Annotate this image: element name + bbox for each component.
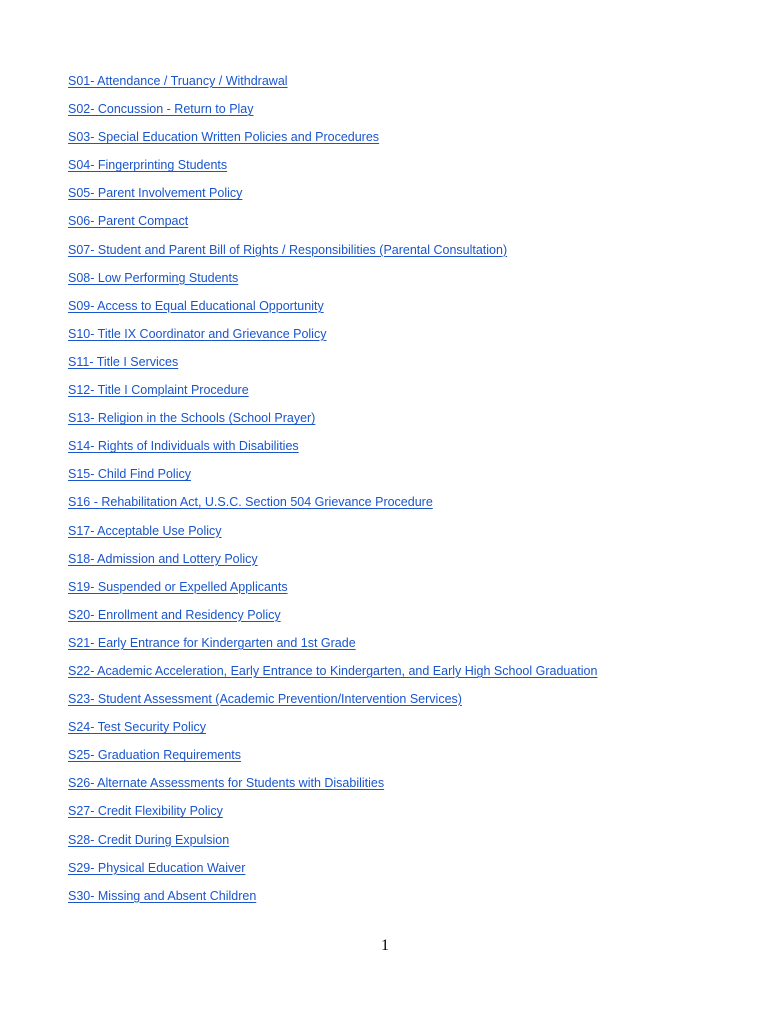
policy-link-s27[interactable]: S27- Credit Flexibility Policy — [68, 804, 223, 819]
policy-link-s20[interactable]: S20- Enrollment and Residency Policy — [68, 607, 281, 622]
policy-link-s15[interactable]: S15- Child Find Policy — [68, 467, 191, 482]
list-item — [68, 746, 708, 774]
policy-link-s11[interactable]: S11- Title I Services — [68, 354, 179, 369]
list-item — [68, 578, 708, 606]
policy-link-s08[interactable]: S08- Low Performing Students — [68, 270, 239, 285]
list-item — [68, 72, 708, 100]
list-item — [68, 718, 708, 746]
list-item — [68, 662, 708, 690]
policy-link-s18[interactable]: S18- Admission and Lottery Policy — [68, 551, 258, 566]
list-item — [68, 156, 708, 184]
policy-link-s21[interactable]: S21- Early Entrance for Kindergarten and 1st Grade — [68, 635, 356, 650]
list-item — [68, 297, 708, 325]
page-number: 1 — [381, 937, 389, 954]
list-item — [68, 325, 708, 353]
list-item — [68, 437, 708, 465]
policy-link-s29[interactable]: S29- Physical Education Waiver — [68, 860, 246, 875]
policy-link-s17[interactable]: S17- Acceptable Use Policy — [68, 523, 222, 538]
policy-link-s30[interactable]: S30- Missing and Absent Children — [68, 888, 257, 903]
list-item — [68, 606, 708, 634]
policy-link-s19[interactable]: S19- Suspended or Expelled Applicants — [68, 579, 288, 594]
policy-link-s14[interactable]: S14- Rights of Individuals with Disabilities — [68, 439, 299, 454]
policy-link-s01[interactable]: S01- Attendance / Truancy / Withdrawal — [68, 74, 288, 88]
policy-link-s25[interactable]: S25- Graduation Requirements — [68, 748, 242, 763]
list-item — [68, 100, 708, 128]
list-item — [68, 465, 708, 493]
list-item — [68, 802, 708, 830]
policy-link-s26[interactable]: S26- Alternate Assessments for Students with Disabilities — [68, 776, 385, 791]
policy-link-s07[interactable]: S07- Student and Parent Bill of Rights / Responsibilities (Parental Consultation) — [68, 242, 508, 257]
list-item — [68, 831, 708, 859]
list-item — [68, 690, 708, 718]
policy-link-s04[interactable]: S04- Fingerprinting Students — [68, 158, 228, 173]
list-item — [68, 128, 708, 156]
list-item — [68, 634, 708, 662]
policy-link-s16[interactable]: S16 - Rehabilitation Act, U.S.C. Section 504 Grievance Procedure — [68, 495, 433, 510]
policy-link-s28[interactable]: S28- Credit During Expulsion — [68, 832, 230, 847]
list-item — [68, 493, 708, 521]
policy-link-s22[interactable]: S22- Academic Acceleration, Early Entrance to Kindergarten, and Early High School Graduation — [68, 663, 598, 678]
list-item — [68, 241, 708, 269]
list-item — [68, 269, 708, 297]
list-item — [68, 859, 708, 887]
policy-link-s24[interactable]: S24- Test Security Policy — [68, 720, 207, 735]
policy-link-s13[interactable]: S13- Religion in the Schools (School Prayer) — [68, 411, 316, 426]
policy-link-s09[interactable]: S09- Access to Equal Educational Opportunity — [68, 298, 324, 313]
list-item — [68, 381, 708, 409]
list-item — [68, 774, 708, 802]
list-item — [68, 184, 708, 212]
policy-link-s05[interactable]: S05- Parent Involvement Policy — [68, 186, 243, 201]
list-item — [68, 409, 708, 437]
policy-link-s02[interactable]: S02- Concussion - Return to Play — [68, 102, 254, 117]
policy-link-s03[interactable]: S03- Special Education Written Policies and Procedures — [68, 130, 380, 145]
list-item — [68, 212, 708, 240]
list-item — [68, 550, 708, 578]
list-item — [68, 887, 708, 915]
policy-link-list — [68, 72, 708, 915]
list-item — [68, 522, 708, 550]
policy-link-s06[interactable]: S06- Parent Compact — [68, 214, 189, 229]
policy-link-s23[interactable]: S23- Student Assessment (Academic Prevention/Intervention Services) — [68, 692, 462, 707]
list-item — [68, 353, 708, 381]
policy-link-s12[interactable]: S12- Title I Complaint Procedure — [68, 383, 249, 398]
policy-link-s10[interactable]: S10- Title IX Coordinator and Grievance Policy — [68, 326, 327, 341]
